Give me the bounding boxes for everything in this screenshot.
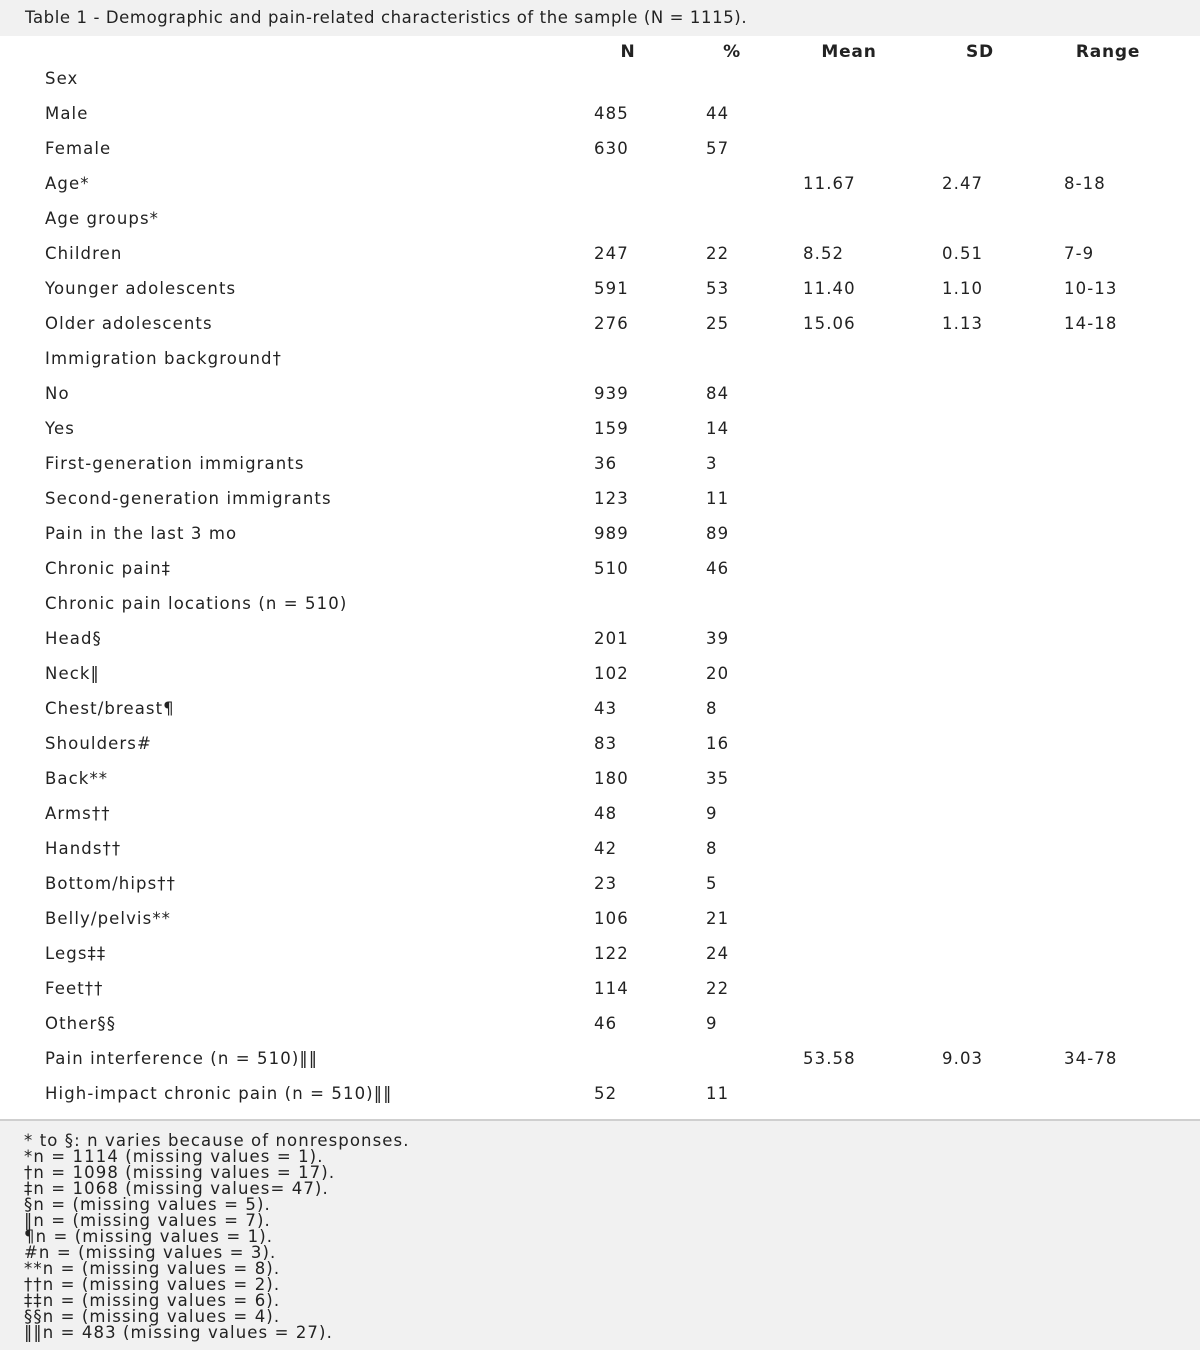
- row-label: Shoulders#: [45, 734, 152, 753]
- cell-range: 7-9: [1064, 244, 1095, 263]
- cell-n: 159: [594, 419, 629, 438]
- cell-n: 43: [594, 699, 618, 718]
- row-label: Hands††: [45, 839, 122, 858]
- cell-sd: 9.03: [942, 1049, 984, 1068]
- row-label: High-impact chronic pain (n = 510)‖‖: [45, 1084, 393, 1103]
- table-row: [0, 1076, 1200, 1111]
- cell-n: 36: [594, 454, 618, 473]
- row-label: Other§§: [45, 1014, 117, 1033]
- table-row: [0, 1041, 1200, 1076]
- column-header-range: Range: [1075, 42, 1141, 62]
- cell-percent: 39: [706, 629, 730, 648]
- row-label: Back**: [45, 769, 109, 788]
- cell-range: 8-18: [1064, 174, 1106, 193]
- table-row: [0, 481, 1200, 516]
- cell-percent: 8: [706, 699, 718, 718]
- cell-percent: 5: [706, 874, 718, 893]
- data-table: [0, 36, 1200, 1119]
- cell-n: 939: [594, 384, 629, 403]
- table-row: [0, 621, 1200, 656]
- row-label: Legs‡‡: [45, 944, 107, 963]
- row-label: Pain interference (n = 510)‖‖: [45, 1049, 319, 1068]
- cell-n: 180: [594, 769, 629, 788]
- row-label: Male: [45, 104, 89, 123]
- table-row: [0, 271, 1200, 306]
- cell-n: 485: [594, 104, 629, 123]
- cell-mean: 8.52: [803, 244, 845, 263]
- cell-range: 14-18: [1064, 314, 1118, 333]
- row-label: Sex: [45, 69, 79, 88]
- row-label: Older adolescents: [45, 314, 213, 333]
- row-label: Second-generation immigrants: [45, 489, 332, 508]
- table-row: [0, 166, 1200, 201]
- table-row: [0, 726, 1200, 761]
- cell-percent: 11: [706, 489, 730, 508]
- cell-percent: 9: [706, 1014, 718, 1033]
- cell-percent: 46: [706, 559, 730, 578]
- row-label: Chest/breast¶: [45, 699, 175, 718]
- cell-percent: 25: [706, 314, 730, 333]
- table-row: [0, 1006, 1200, 1041]
- cell-n: 989: [594, 524, 629, 543]
- cell-n: 510: [594, 559, 629, 578]
- cell-percent: 84: [706, 384, 730, 403]
- cell-n: 23: [594, 874, 618, 893]
- table-row: [0, 551, 1200, 586]
- table-row: [0, 656, 1200, 691]
- footnote: §§n = (missing values = 4).: [24, 1307, 281, 1326]
- table-footnotes: [0, 1119, 1200, 1350]
- footnote: §n = (missing values = 5).: [24, 1195, 271, 1214]
- footnote: ‡n = 1068 (missing values= 47).: [24, 1179, 329, 1198]
- footnote: ‖n = (missing values = 7).: [24, 1211, 271, 1230]
- cell-sd: 1.10: [942, 279, 984, 298]
- table-row: [0, 411, 1200, 446]
- row-label: Age groups*: [45, 209, 160, 228]
- cell-n: 106: [594, 909, 629, 928]
- row-label: First-generation immigrants: [45, 454, 305, 473]
- cell-n: 123: [594, 489, 629, 508]
- cell-mean: 53.58: [803, 1049, 856, 1068]
- cell-percent: 89: [706, 524, 730, 543]
- table-row: [0, 96, 1200, 131]
- cell-n: 46: [594, 1014, 618, 1033]
- table-row: [0, 586, 1200, 621]
- footnote: †n = 1098 (missing values = 17).: [24, 1163, 336, 1182]
- column-header-n: N: [620, 42, 636, 62]
- table-row: [0, 131, 1200, 166]
- row-label: Bottom/hips††: [45, 874, 176, 893]
- table-row: [0, 516, 1200, 551]
- cell-n: 42: [594, 839, 618, 858]
- row-label: Yes: [45, 419, 75, 438]
- footnote: ¶n = (missing values = 1).: [24, 1227, 274, 1246]
- cell-percent: 53: [706, 279, 730, 298]
- cell-n: 52: [594, 1084, 618, 1103]
- cell-percent: 8: [706, 839, 718, 858]
- row-label: Chronic pain‡: [45, 559, 172, 578]
- table-row: [0, 691, 1200, 726]
- table-row: [0, 341, 1200, 376]
- cell-percent: 20: [706, 664, 730, 683]
- footnote: *n = 1114 (missing values = 1).: [24, 1147, 324, 1166]
- row-label: Age*: [45, 174, 90, 193]
- cell-percent: 11: [706, 1084, 730, 1103]
- cell-percent: 16: [706, 734, 730, 753]
- table-row: [0, 866, 1200, 901]
- column-header-mean: Mean: [821, 42, 877, 62]
- column-header-sd: SD: [966, 42, 994, 62]
- cell-range: 34-78: [1064, 1049, 1118, 1068]
- footnote: ‖‖n = 483 (missing values = 27).: [24, 1323, 333, 1342]
- row-label: Children: [45, 244, 123, 263]
- table-row: [0, 306, 1200, 341]
- cell-n: 276: [594, 314, 629, 333]
- table-row: [0, 831, 1200, 866]
- table-row: [0, 376, 1200, 411]
- table-row: [0, 236, 1200, 271]
- cell-sd: 0.51: [942, 244, 984, 263]
- cell-n: 114: [594, 979, 629, 998]
- cell-mean: 11.67: [803, 174, 856, 193]
- row-label: Younger adolescents: [45, 279, 237, 298]
- row-label: Pain in the last 3 mo: [45, 524, 238, 543]
- table-caption: Table 1 - Demographic and pain-related characteristics of the sample (N = 1115).: [0, 0, 1200, 36]
- row-label: Head§: [45, 629, 102, 648]
- cell-percent: 35: [706, 769, 730, 788]
- cell-n: 83: [594, 734, 618, 753]
- row-label: Feet††: [45, 979, 104, 998]
- table-row: [0, 796, 1200, 831]
- footnote: **n = (missing values = 8).: [24, 1259, 281, 1278]
- table-row: [0, 761, 1200, 796]
- row-label: Arms††: [45, 804, 111, 823]
- cell-percent: 44: [706, 104, 730, 123]
- table-row: [0, 901, 1200, 936]
- cell-percent: 14: [706, 419, 730, 438]
- table-row: [0, 201, 1200, 236]
- cell-percent: 57: [706, 139, 730, 158]
- cell-percent: 3: [706, 454, 718, 473]
- table-row: [0, 446, 1200, 481]
- cell-mean: 11.40: [803, 279, 856, 298]
- row-label: Neck‖: [45, 664, 100, 683]
- footnote: #n = (missing values = 3).: [24, 1243, 277, 1262]
- cell-n: 247: [594, 244, 629, 263]
- cell-percent: 22: [706, 244, 730, 263]
- cell-percent: 22: [706, 979, 730, 998]
- table-body: [0, 61, 1200, 1111]
- row-label: No: [45, 384, 70, 403]
- cell-n: 591: [594, 279, 629, 298]
- footnote: ‡‡n = (missing values = 6).: [24, 1291, 281, 1310]
- table-row: [0, 971, 1200, 1006]
- row-label: Chronic pain locations (n = 510): [45, 594, 348, 613]
- footnote: ††n = (missing values = 2).: [24, 1275, 281, 1294]
- table-row: [0, 936, 1200, 971]
- cell-percent: 21: [706, 909, 730, 928]
- table-row: [0, 61, 1200, 96]
- row-label: Belly/pelvis**: [45, 909, 172, 928]
- cell-n: 201: [594, 629, 629, 648]
- cell-n: 102: [594, 664, 629, 683]
- cell-n: 48: [594, 804, 618, 823]
- column-header-percent: %: [723, 42, 741, 62]
- cell-sd: 1.13: [942, 314, 984, 333]
- cell-percent: 24: [706, 944, 730, 963]
- footnote: * to §: n varies because of nonresponses.: [24, 1131, 410, 1150]
- row-label: Immigration background†: [45, 349, 282, 368]
- cell-mean: 15.06: [803, 314, 856, 333]
- cell-n: 630: [594, 139, 629, 158]
- cell-percent: 9: [706, 804, 718, 823]
- cell-sd: 2.47: [942, 174, 984, 193]
- cell-range: 10-13: [1064, 279, 1118, 298]
- cell-n: 122: [594, 944, 629, 963]
- row-label: Female: [45, 139, 112, 158]
